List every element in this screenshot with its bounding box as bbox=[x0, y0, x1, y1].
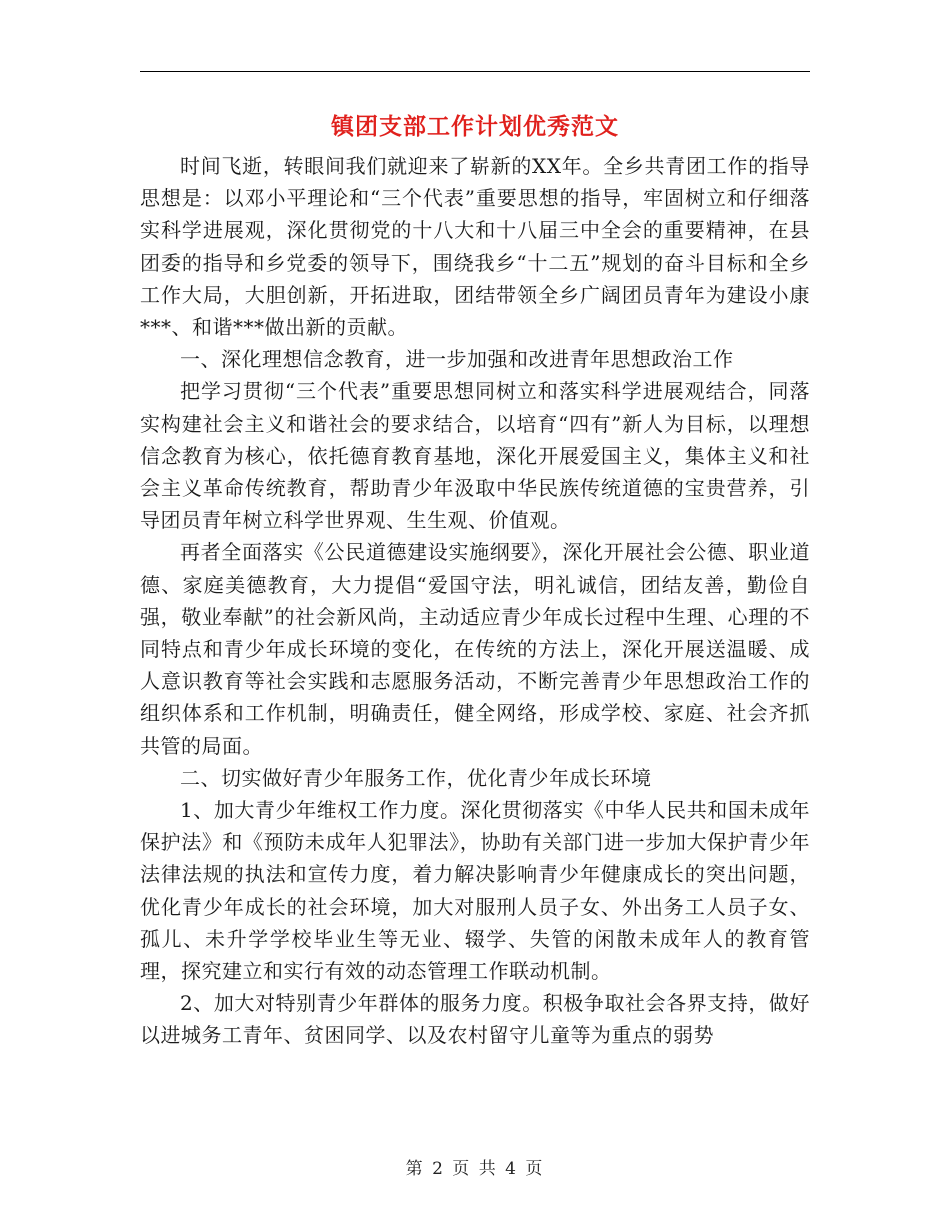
header-rule bbox=[140, 71, 810, 72]
section-heading-2: 二、切实做好青少年服务工作，优化青少年成长环境 bbox=[180, 765, 652, 790]
section-heading-1: 一、深化理想信念教育，进一步加强和改进青年思想政治工作 bbox=[180, 347, 734, 372]
paragraph-intro: 时间飞逝，转眼间我们就迎来了崭新的XX年。全乡共青团工作的指导思想是：以邓小平理论和“三个代表”重要思想的指导，牢固树立和仔细落实科学进展观，深化贯彻党的十八大和十八届三中全会的重要精神，在县团委的指导和乡党委的领导下，围绕我乡“十二五”规划的奋斗目标和全乡工作大局，大胆创新，开拓进取，团结带领全乡广阔团员青年为建设小康***、和谐***做出新的贡献。 bbox=[140, 154, 810, 340]
paragraph-item-2: 2、加大对特别青少年群体的服务力度。积极争取社会各界支持，做好以进城务工青年、贫困同学、以及农村留守儿童等为重点的弱势 bbox=[140, 991, 810, 1048]
page-number-footer: 第 2 页 共 4 页 bbox=[405, 1159, 545, 1179]
paragraph-section-1a: 把学习贯彻“三个代表”重要思想同树立和落实科学进展观结合，同落实构建社会主义和谐社会的要求结合，以培育“四有”新人为目标，以理想信念教育为核心，依托德育教育基地，深化开展爱国主义，集体主义和社会主义革命传统教育，帮助青少年汲取中华民族传统道德的宝贵营养，引导团员青年树立科学世界观、生生观、价值观。 bbox=[140, 379, 810, 533]
document-title: 镇团支部工作计划优秀范文 bbox=[331, 114, 619, 140]
paragraph-section-1b: 再者全面落实《公民道德建设实施纲要》，深化开展社会公德、职业道德、家庭美德教育，大力提倡“爱国守法，明礼诚信，团结友善，勤俭自强，敬业奉献”的社会新风尚，主动适应青少年成长过程中生理、心理的不同特点和青少年成长环境的变化，在传统的方法上，深化开展送温暖、成人意识教育等社会实践和志愿服务活动，不断完善青少年思想政治工作的组织体系和工作机制，明确责任，健全网络，形成学校、家庭、社会齐抓共管的局面。 bbox=[140, 540, 810, 758]
document-body bbox=[140, 150, 810, 1052]
paragraph-item-1: 1、加大青少年维权工作力度。深化贯彻落实《中华人民共和国未成年保护法》和《预防未成年人犯罪法》，协助有关部门进一步加大保护青少年法律法规的执法和宣传力度，着力解决影响青少年健康成长的突出问题，优化青少年成长的社会环境，加大对服刑人员子女、外出务工人员子女、孤儿、未升学学校毕业生等无业、辍学、失管的闲散未成年人的教育管理，探究建立和实行有效的动态管理工作联动机制。 bbox=[140, 798, 810, 984]
